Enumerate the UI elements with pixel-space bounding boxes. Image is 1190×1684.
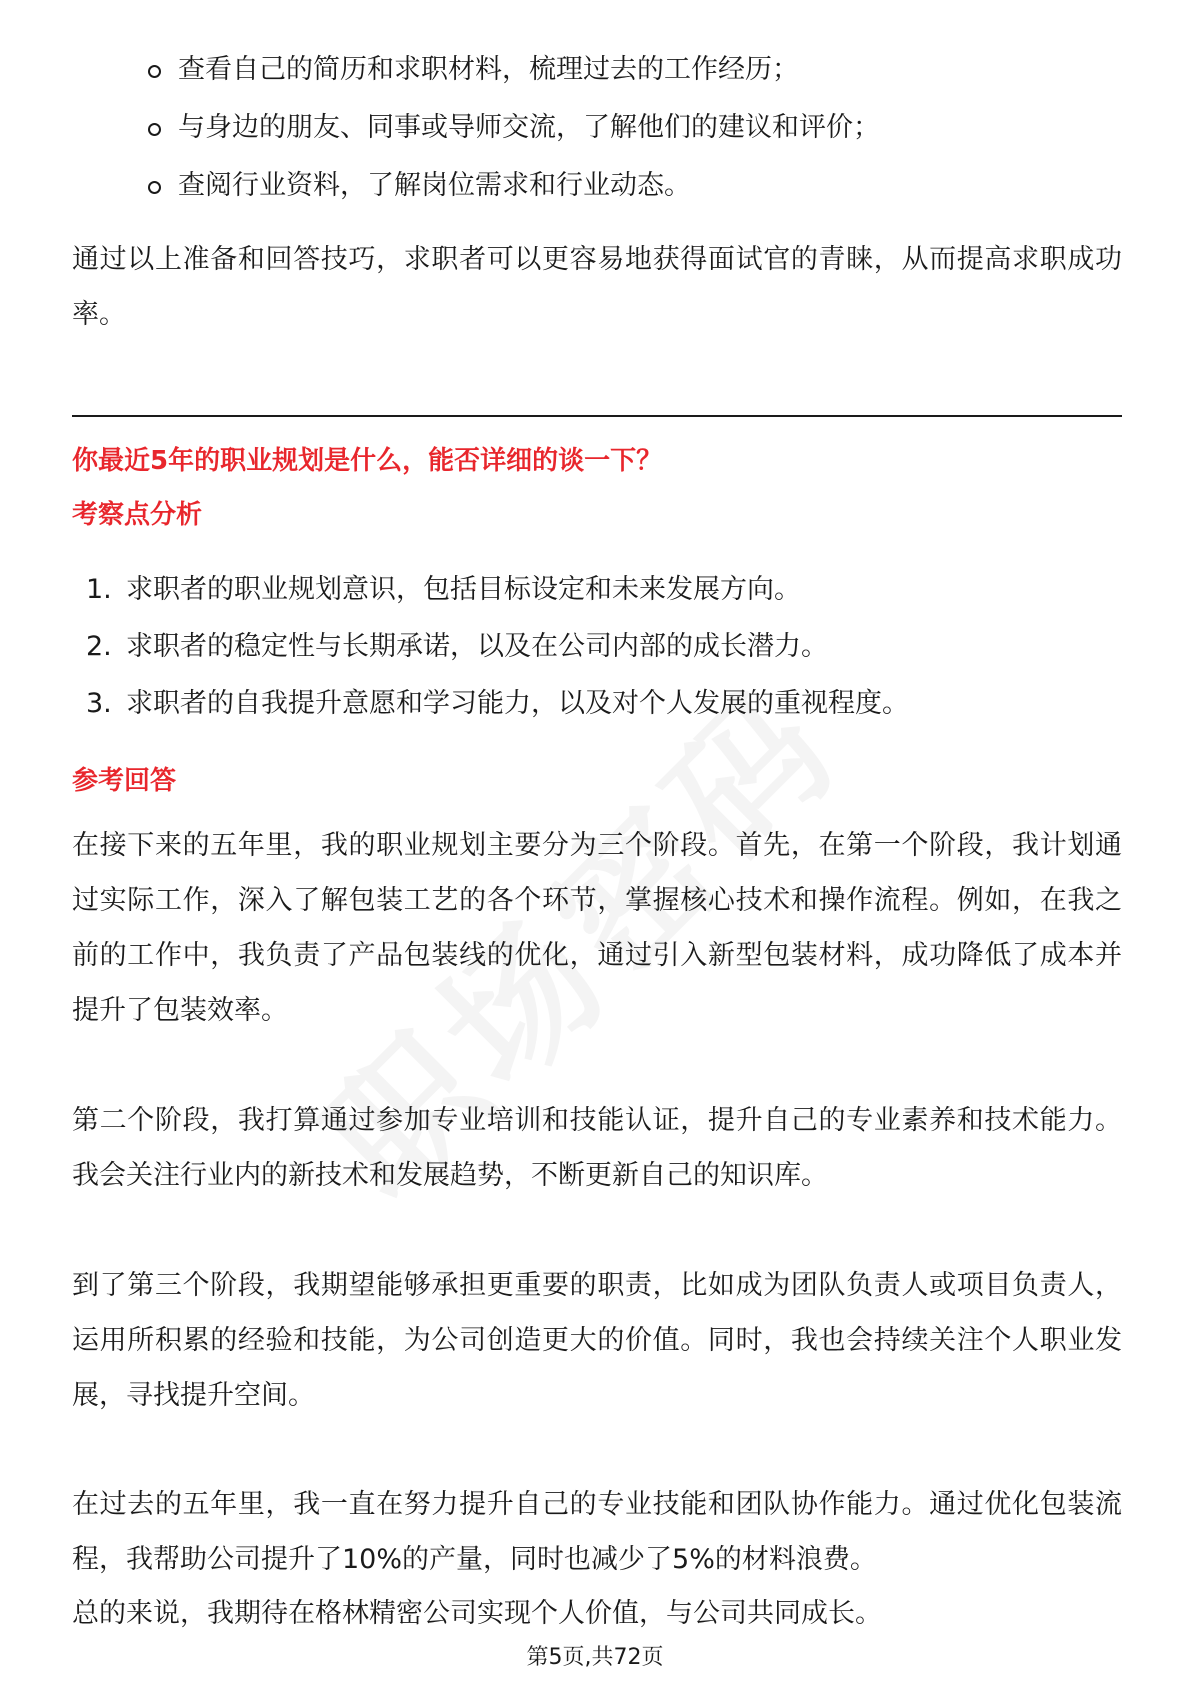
list-item: 1. 求职者的职业规划意识，包括目标设定和未来发展方向。 [86,574,801,605]
bullet-icon [148,65,161,78]
answer-paragraph: 在过去的五年里，我一直在努力提升自己的专业技能和团队协作能力。通过优化包装流程，我帮助公司提升了10%的产量，同时也减少了5%的材料浪费。 [72,1489,1122,1575]
bullet-list [148,52,1128,226]
answer-paragraph: 到了第三个阶段，我期望能够承担更重要的职责，比如成为团队负责人或项目负责人，运用所积累的经验和技能，为公司创造更大的价值。同时，我也会持续关注个人职业发展，寻找提升空间。 [72,1270,1122,1411]
bullet-icon [148,123,161,136]
analysis-list [86,572,1116,743]
answer-paragraph: 第二个阶段，我打算通过参加专业培训和技能认证，提升自己的专业素养和技术能力。我会关注行业内的新技术和发展趋势，不断更新自己的知识库。 [72,1105,1122,1191]
page-number: 第5页,共72页 [526,1645,664,1670]
list-item: 查看自己的简历和求职材料，梳理过去的工作经历； [148,52,1128,88]
list-item: 查阅行业资料，了解岗位需求和行业动态。 [148,168,1128,204]
list-item: 2. 求职者的稳定性与长期承诺，以及在公司内部的成长潜力。 [86,631,828,662]
list-item: 与身边的朋友、同事或导师交流，了解他们的建议和评价； [148,110,1128,146]
bullet-icon [148,181,161,194]
section-divider [72,415,1122,417]
answer-heading: 参考回答 [72,766,177,796]
analysis-heading: 考察点分析 [72,500,203,530]
list-item: 3. 求职者的自我提升意愿和学习能力，以及对个人发展的重视程度。 [86,688,909,719]
question-title: 你最近5年的职业规划是什么，能否详细的谈一下？ [72,446,663,476]
answer-paragraph: 在接下来的五年里，我的职业规划主要分为三个阶段。首先，在第一个阶段，我计划通过实际工作，深入了解包装工艺的各个环节，掌握核心技术和操作流程。例如，在我之前的工作中，我负责了产品包装线的优化，通过引入新型包装材料，成功降低了成本并提升了包装效率。 [72,830,1122,1026]
summary-paragraph: 通过以上准备和回答技巧，求职者可以更容易地获得面试官的青睐，从而提高求职成功率。 [72,244,1122,330]
answer-paragraph: 总的来说，我期待在格林精密公司实现个人价值，与公司共同成长。 [72,1598,882,1629]
